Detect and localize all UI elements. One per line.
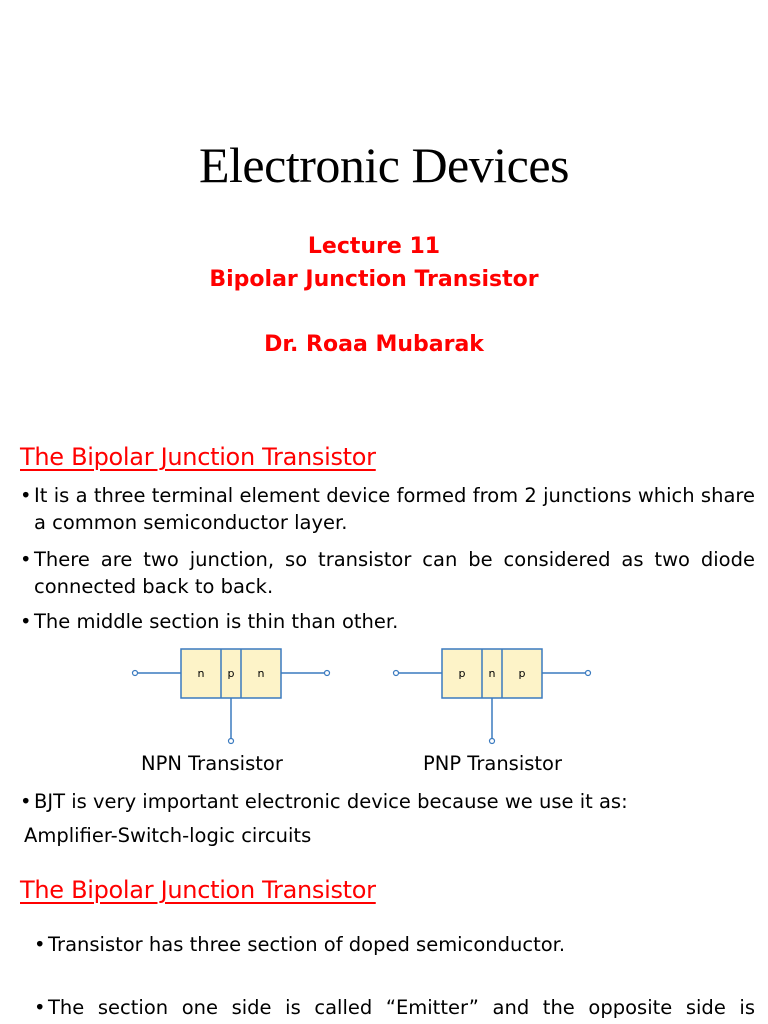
lecture-topic: Bipolar Junction Transistor xyxy=(209,267,539,292)
pnp-transistor-symbol xyxy=(394,649,591,744)
bullet-text: The middle section is thin than other. xyxy=(34,610,399,633)
npn-base-terminal xyxy=(229,739,234,744)
bullet-text: Transistor has three section of doped semiconductor. xyxy=(48,933,566,956)
lecture-number: Lecture 11 xyxy=(307,234,441,259)
npn-caption: NPN Transistor xyxy=(141,752,283,775)
bullet-item xyxy=(34,931,755,958)
bullet-text: BJT is very important electronic device because we use it as: xyxy=(34,790,628,813)
npn-region-base-label: p xyxy=(227,667,235,680)
pnp-emitter-terminal xyxy=(394,671,399,676)
uses-line: Amplifier-Switch-logic circuits xyxy=(24,824,312,847)
pnp-region-emitter-label: p xyxy=(458,667,466,680)
npn-transistor-symbol xyxy=(133,649,330,744)
pnp-caption: PNP Transistor xyxy=(423,752,563,775)
bullet-text: There are two junction, so transistor can be considered as two diode connected back to back. xyxy=(34,548,755,598)
bullet-dot: • xyxy=(34,996,46,1019)
bullet-item xyxy=(20,608,755,635)
pnp-region-collector-label: p xyxy=(518,667,526,680)
bullet-item xyxy=(20,482,755,536)
section-heading-2: The Bipolar Junction Transistor xyxy=(20,876,376,904)
bullet-item xyxy=(34,994,755,1021)
bullet-item xyxy=(20,788,755,815)
bullet-dot: • xyxy=(20,790,32,813)
bullet-dot: • xyxy=(34,933,46,956)
bullet-text: The section one side is called “Emitter” and the opposite side is xyxy=(48,996,755,1019)
pnp-region-base-label: n xyxy=(488,667,496,680)
bullet-dot: • xyxy=(20,484,32,507)
slide-title: Electronic Devices xyxy=(199,137,569,193)
pnp-collector-terminal xyxy=(586,671,591,676)
bullet-item xyxy=(20,546,755,600)
author-name: Dr. Roaa Mubarak xyxy=(264,332,484,357)
transistor-diagram xyxy=(0,640,768,750)
npn-region-collector-label: n xyxy=(257,667,265,680)
bullet-dot: • xyxy=(20,610,32,633)
section-heading-1: The Bipolar Junction Transistor xyxy=(20,443,376,471)
npn-emitter-terminal xyxy=(133,671,138,676)
bullet-text: It is a three terminal element device formed from 2 junctions which share a common semiconductor layer. xyxy=(34,484,755,534)
pnp-base-terminal xyxy=(490,739,495,744)
npn-collector-terminal xyxy=(325,671,330,676)
npn-region-emitter-label: n xyxy=(197,667,205,680)
bullet-dot: • xyxy=(20,548,32,571)
